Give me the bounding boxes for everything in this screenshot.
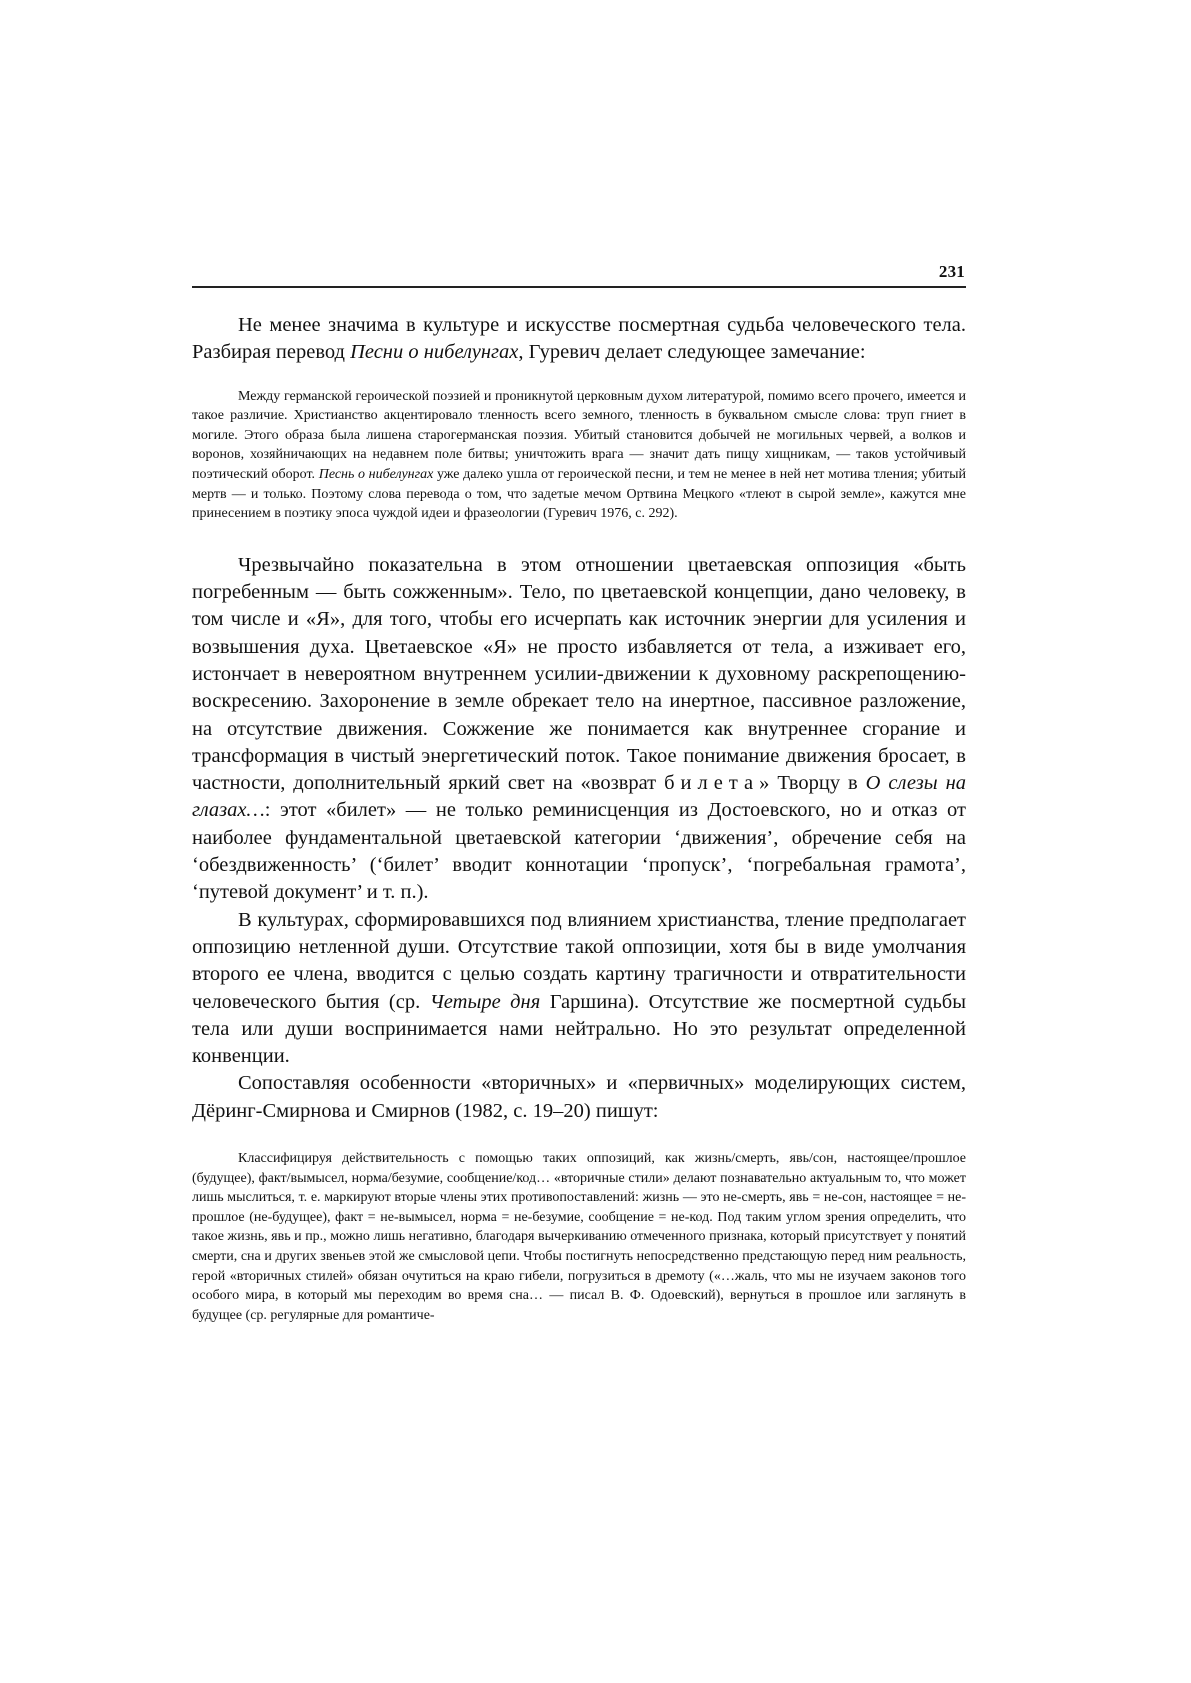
- paragraph-intro: [192, 312, 966, 367]
- paragraph-cultures: [192, 907, 966, 1071]
- paragraph-intro-text-b: , Гуревич делает следующее замечание:: [518, 341, 866, 364]
- paragraph-cultures-text-a: В культурах, сформировавшихся под влиянием христианства, тление предполагает оппозицию нетленной души. Отсутствие такой оппозиции, хотя бы в виде умолчания второго ее члена, вводится с целью создать картину трагичности и отвратительности человеческого бытия (ср.: [192, 908, 966, 1013]
- header-rule: [192, 286, 966, 288]
- block-quote-gurevich: [192, 387, 966, 524]
- paragraph-tsvetaeva: [192, 552, 966, 907]
- spaced-word-bileta: билета: [664, 772, 760, 795]
- paragraph-tsvetaeva-text-b: » Творцу в: [759, 772, 866, 795]
- paragraph-intro-text-a: Не менее значима в культуре и искусстве посмертная судьба человеческого тела. Разбирая перевод: [192, 314, 966, 364]
- paragraph-tsvetaeva-text-a: Чрезвычайно показательна в этом отношении цветаевская оппозиция «быть погребенным — быть сожженным». Тело, по цветаевской концепции, дано человеку, в том числе и «Я», для того, чтобы его исчерпать как источник энергии для усиления и возвышения духа. Цветаевское «Я» не просто избавляется от тела, а изживает его, истончает в невероятном внутреннем усилии-движении к духовному раскрепощению-воскресению. Захоронение в земле обрекает тело на инертное, пассивное разложение, на отсутствие движения. Сожжение же понимается как внутреннее сгорание и трансформация в чистый энергетический поток. Такое понимание движения бросает, в частности, дополнительный яркий свет на «возврат: [192, 553, 966, 795]
- paragraph-tsvetaeva-text-c: : этот «билет» — не только реминисценция из Достоевского, но и отказ от наиболее фундаментальной цветаевской категории ‘движения’, обречение себя на ‘обездвиженность’ (‘билет’ вводит коннотации ‘пропуск’, ‘погребальная грамота’, ‘путевой документ’ и т. п.).: [192, 799, 966, 904]
- work-title-nibelungen: Песни о нибелунгах: [350, 341, 519, 364]
- paragraph-cultures-text-b: Гаршина). Отсутствие же посмертной судьбы тела или души воспринимается нами нейтрально. Но это результат определенной конвенции.: [192, 990, 967, 1068]
- block-quote-gurevich-text-b: уже далеко ушла от героической песни, и тем не менее в ней нет мотива тления; убитый мертв — и только. Поэтому слова перевода о том, что задетые мечом Ортвина Мецкого «тлеют в сырой земле», кажутся мне принесением в поэтику эпоса чуждой идеи и фразеологии (Гуревич 1976, с. 292).: [192, 466, 967, 522]
- paragraph-comparison: Сопоставляя особенности «вторичных» и «первичных» моделирующих систем, Дёринг-Смирнова и Смирнов (1982, с. 19–20) пишут:: [192, 1072, 966, 1122]
- page-number: 231: [938, 262, 965, 281]
- block-quote-doering-smirnova: Классифицируя действительность с помощью таких оппозиций, как жизнь/смерть, явь/сон, настоящее/прошлое (будущее), факт/вымысел, норма/безумие, сообщение/код… «вторичные стили» делают познавательно актуальным то, что может лишь мыслиться, т. е. маркируют вторые члены этих противопоставлений: жизнь — это не-смерть, явь = не-сон, настоящее = не-прошлое (не-будущее), факт = не-вымысел, норма = не-безумие, сообщение = не-код. Под таким углом зрения определить, что такое жизнь, явь и пр., можно лишь негативно, благодаря вычеркиванию отмеченного признака, который присутствует у понятий смерти, сна и других звеньев этой же смысловой цепи. Чтобы постигнуть непосредственно предстающую перед ним реальность, герой «вторичных стилей» обязан очутиться на краю гибели, погрузиться в дремоту («…жаль, что мы не изучаем законов того особого мира, в который мы переходим во время сна… — писал В. Ф. Одоевский), вернуться в прошлое или заглянуть в будущее (ср. регулярные для романтиче-: [192, 1150, 966, 1323]
- work-title-chetyre-dnya: Четыре дня: [429, 990, 541, 1013]
- block-quote-gurevich-text-a: Между германской героической поэзией и проникнутой церковным духом литературой, помимо всего прочего, имеется и такое различие. Христианство акцентировало тленность всего земного, тленность в буквальном смысле слова: труп гниет в могиле. Этого образа была лишена старогерманская поэзия. Убитый становится добычей не могильных червей, а волков и воронов, хозяйничающих на недавнем поле битвы; уничтожить врага — значит дать пищу хищникам, — таков устойчивый поэтический оборот.: [192, 388, 966, 482]
- page-content: [192, 312, 966, 1325]
- work-title-o-slezy: О слезы на глазах…: [192, 772, 966, 822]
- work-title-nibelungenlied: Песнь о нибелунгах: [318, 466, 434, 482]
